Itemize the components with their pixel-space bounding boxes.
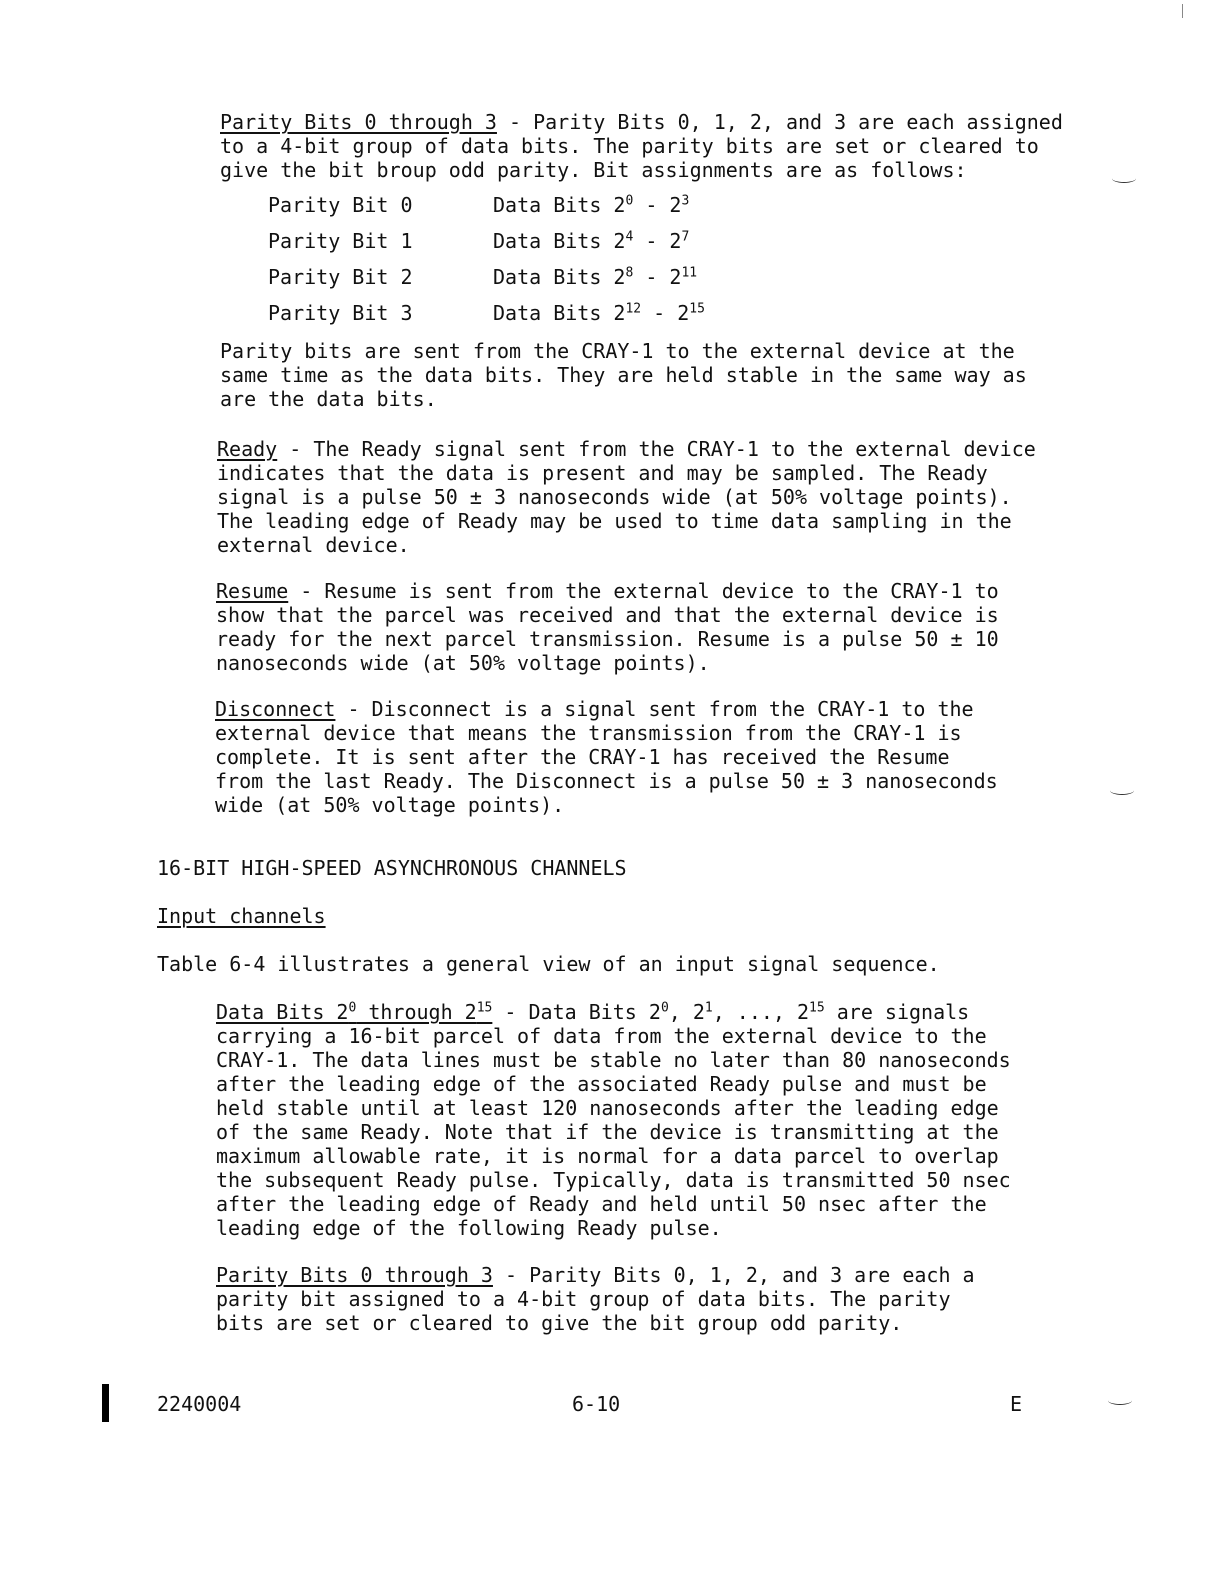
scan-artifact — [1182, 4, 1183, 18]
doc-number: 2240004 — [157, 1392, 242, 1416]
binder-mark — [1108, 1396, 1132, 1405]
revision-letter: E — [1010, 1392, 1023, 1416]
parity-bits-paragraph — [220, 110, 1120, 182]
binder-mark — [1110, 786, 1134, 795]
disconnect-paragraph — [215, 697, 1115, 817]
resume-title: Resume — [216, 579, 289, 603]
resume-text: - Resume is sent from the external device to the CRAY-1 to show that the parcel was received and that the external device is ready for the next parcel transmission. Resume is a pulse 50 ± 10 nanoseconds wide (at 50% voltage points). — [216, 579, 999, 675]
resume-paragraph — [216, 579, 1116, 675]
parity-bit-label: Parity Bit 2 — [268, 265, 413, 289]
data-bits-paragraph: Data Bits $2^0$ through $2^{15}$ - Data Bits $2^0$, $2^1$, ..., $2^{15}$ are signals carrying a 16-bit parcel of data from the external device to the CRAY-1. The data lines must be stable no later than 80 nanoseconds after the leading edge of the associated Ready pulse and must be held stable until at least 120 nanoseconds after the leading edge of the same Ready. Note that if the device is transmitting at the maximum allowable rate, it is normal for a data parcel to overlap the subsequent Ready pulse. Typically, data is transmitted 50 nsec after the leading edge of Ready and held until 50 nsec after the leading edge of the following Ready pulse. — [216, 1000, 1116, 1240]
binder-mark — [1112, 174, 1136, 183]
subheading: Input channels — [157, 904, 326, 928]
ready-paragraph — [217, 437, 1117, 557]
parity-bit-label: Parity Bit 0 — [268, 193, 413, 217]
change-bar — [102, 1384, 109, 1422]
parity-bit-label: Parity Bit 1 — [268, 229, 413, 253]
data-bits-range: Data Bits $2^{12} - 2^{15}$ — [493, 301, 705, 325]
section-heading: 16-BIT HIGH-SPEED ASYNCHRONOUS CHANNELS — [157, 856, 627, 880]
disconnect-title: Disconnect — [215, 697, 336, 721]
input-parity-paragraph — [216, 1263, 1116, 1335]
data-bits-range: Data Bits $2^4 - 2^7$ — [493, 229, 690, 253]
data-bits-range: Data Bits $2^0 - 2^3$ — [493, 193, 690, 217]
parity-note-paragraph: Parity bits are sent from the CRAY-1 to the external device at the same time as the data bits. They are held stable in the same way as are the data bits. — [220, 339, 1027, 411]
parity-bit-label: Parity Bit 3 — [268, 301, 413, 325]
data-bits-text: carrying a 16-bit parcel of data from the external device to the CRAY-1. The data lines must be stable no later than 80 nanoseconds after the leading edge of the associated Ready pulse and must be held stable until at least 120 nanoseconds after the leading edge of the same Ready. Note that if the device is transmitting at the maximum allowable rate, it is normal for a data parcel to overlap the subsequent Ready pulse. Typically, data is transmitted 50 nsec after the leading edge of Ready and held until 50 nsec after the leading edge of the following Ready pulse. — [216, 1024, 1011, 1240]
parity-bits-title: Parity Bits 0 through 3 — [220, 110, 497, 134]
ready-title: Ready — [217, 437, 278, 461]
disconnect-text: - Disconnect is a signal sent from the CRAY-1 to the external device that means the transmission from the CRAY-1 is complete. It is sent after the CRAY-1 has received the Resume from the last Ready. The Disconnect is a pulse 50 ± 3 nanoseconds wide (at 50% voltage points). — [215, 697, 998, 817]
data-bits-title: Data Bits $2^0$ through $2^{15}$ — [216, 1000, 493, 1024]
parity-bits-text: - Parity Bits 0, 1, 2, and 3 are each assigned to a 4-bit group of data bits. The parity bits are set or cleared to give the bit broup odd parity. Bit assignments are as follows: — [220, 110, 1063, 182]
page-number: 6-10 — [572, 1392, 621, 1416]
ready-text: - The Ready signal sent from the CRAY-1 to the external device indicates that the data is present and may be sampled. The Ready signal is a pulse 50 ± 3 nanoseconds wide (at 50% voltage points). The leading edge of Ready may be used to time data sampling in the external device. — [217, 437, 1036, 557]
input-parity-title: Parity Bits 0 through 3 — [216, 1263, 493, 1287]
intro-paragraph: Table 6-4 illustrates a general view of an input signal sequence. — [157, 952, 940, 976]
data-bits-range: Data Bits $2^8 - 2^{11}$ — [493, 265, 698, 289]
input-parity-text: - Parity Bits 0, 1, 2, and 3 are each a parity bit assigned to a 4-bit group of data bits. The parity bits are set or cleared to give the bit group odd parity. — [216, 1263, 975, 1335]
